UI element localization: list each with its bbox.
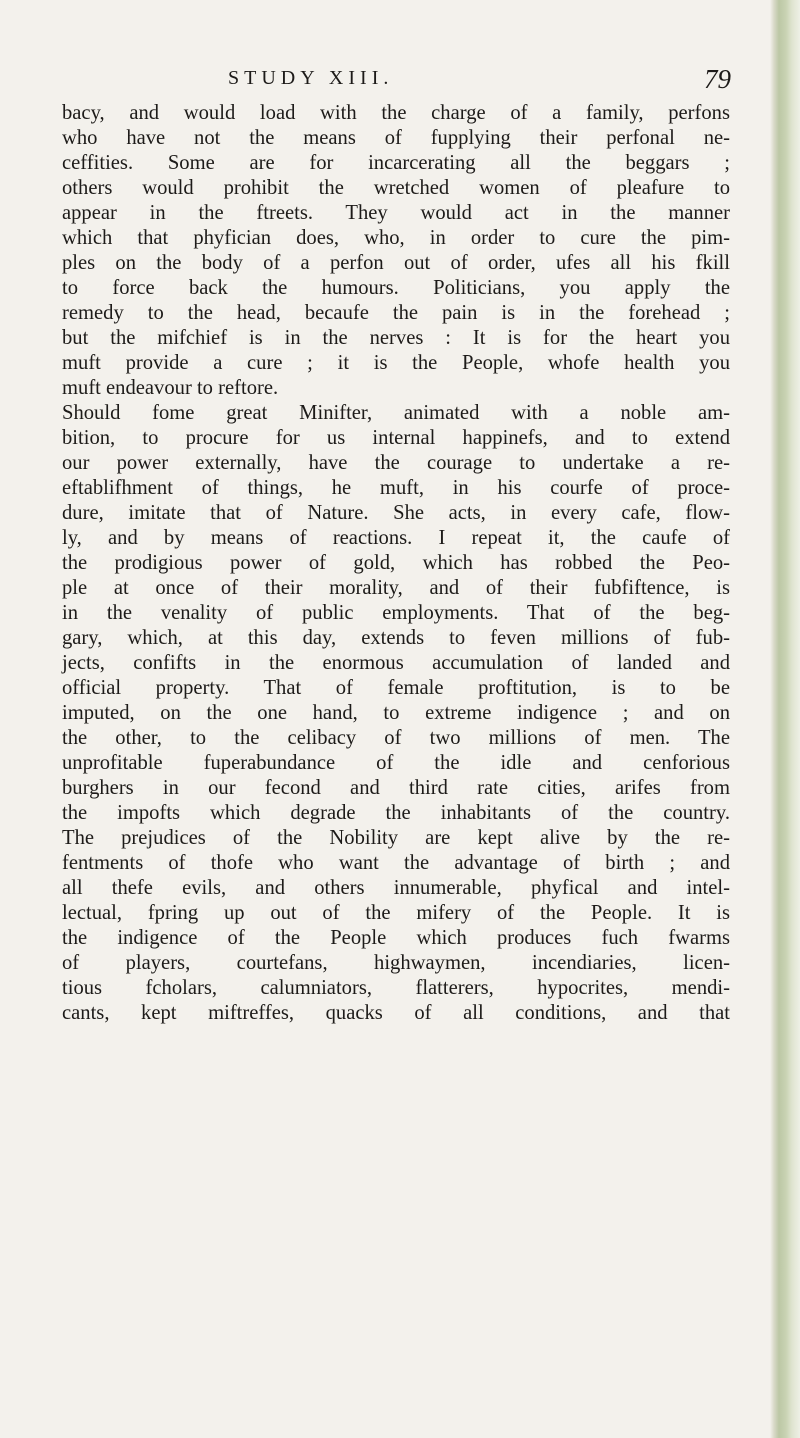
text-line: eftablifhment of things, he muft, in his courfe of proce- [62,477,730,499]
text-line: appear in the ftreets. They would act in the manner [62,202,730,224]
text-line: fentments of thofe who want the advantage of birth ; and [62,852,730,874]
text-line: others would prohibit the wretched women of pleafure to [62,177,730,199]
text-line: The prejudices of the Nobility are kept alive by the re- [62,827,730,849]
running-title: STUDY XIII. [228,67,394,89]
text-line: official property. That of female proftitution, is to be [62,677,730,699]
text-line: ples on the body of a perfon out of order, ufes all his fkill [62,252,730,274]
text-line: all thefe evils, and others innumerable, phyfical and intel- [62,877,730,899]
text-line: cants, kept miftreffes, quacks of all conditions, and that [62,1002,730,1024]
text-line: unprofitable fuperabundance of the idle and cenforious [62,752,730,774]
text-line: the prodigious power of gold, which has robbed the Peo- [62,552,730,574]
text-line: which that phyfician does, who, in order to cure the pim- [62,227,730,249]
text-line: of players, courtefans, highwaymen, incendiaries, licen- [62,952,730,974]
text-line: bition, to procure for us internal happinefs, and to extend [62,427,730,449]
text-line: tious fcholars, calumniators, flatterers, hypocrites, mendi- [62,977,730,999]
text-line: who have not the means of fupplying their perfonal ne- [62,127,730,149]
text-line: the other, to the celibacy of two millions of men. The [62,727,730,749]
text-line: ceffities. Some are for incarcerating all the beggars ; [62,152,730,174]
text-line: ple at once of their morality, and of their fubfiftence, is [62,577,730,599]
page-binding-edge [770,0,800,1438]
text-line: Should fome great Minifter, animated with a noble am- [62,402,730,424]
text-line: our power externally, have the courage to undertake a re- [62,452,730,474]
body-text [62,101,730,1026]
text-line: dure, imitate that of Nature. She acts, in every cafe, flow- [62,502,730,524]
text-line: remedy to the head, becaufe the pain is in the forehead ; [62,302,730,324]
text-line: gary, which, at this day, extends to feven millions of fub- [62,627,730,649]
text-line: lectual, fpring up out of the mifery of the People. It is [62,902,730,924]
text-line: in the venality of public employments. That of the beg- [62,602,730,624]
text-line: imputed, on the one hand, to extreme indigence ; and on [62,702,730,724]
text-line: the indigence of the People which produces fuch fwarms [62,927,730,949]
text-line: muft provide a cure ; it is the People, whofe health you [62,352,730,374]
running-head [0,64,800,100]
text-line: to force back the humours. Politicians, you apply the [62,277,730,299]
text-line: bacy, and would load with the charge of a family, perfons [62,102,730,124]
page-number: 79 [704,64,731,94]
text-line: but the mifchief is in the nerves : It is for the heart you [62,327,730,349]
text-line: the impofts which degrade the inhabitants of the country. [62,802,730,824]
text-line: burghers in our fecond and third rate cities, arifes from [62,777,730,799]
text-line: ly, and by means of reactions. I repeat it, the caufe of [62,527,730,549]
text-line: muft endeavour to reftore. [62,377,279,399]
text-line: jects, confifts in the enormous accumulation of landed and [62,652,730,674]
